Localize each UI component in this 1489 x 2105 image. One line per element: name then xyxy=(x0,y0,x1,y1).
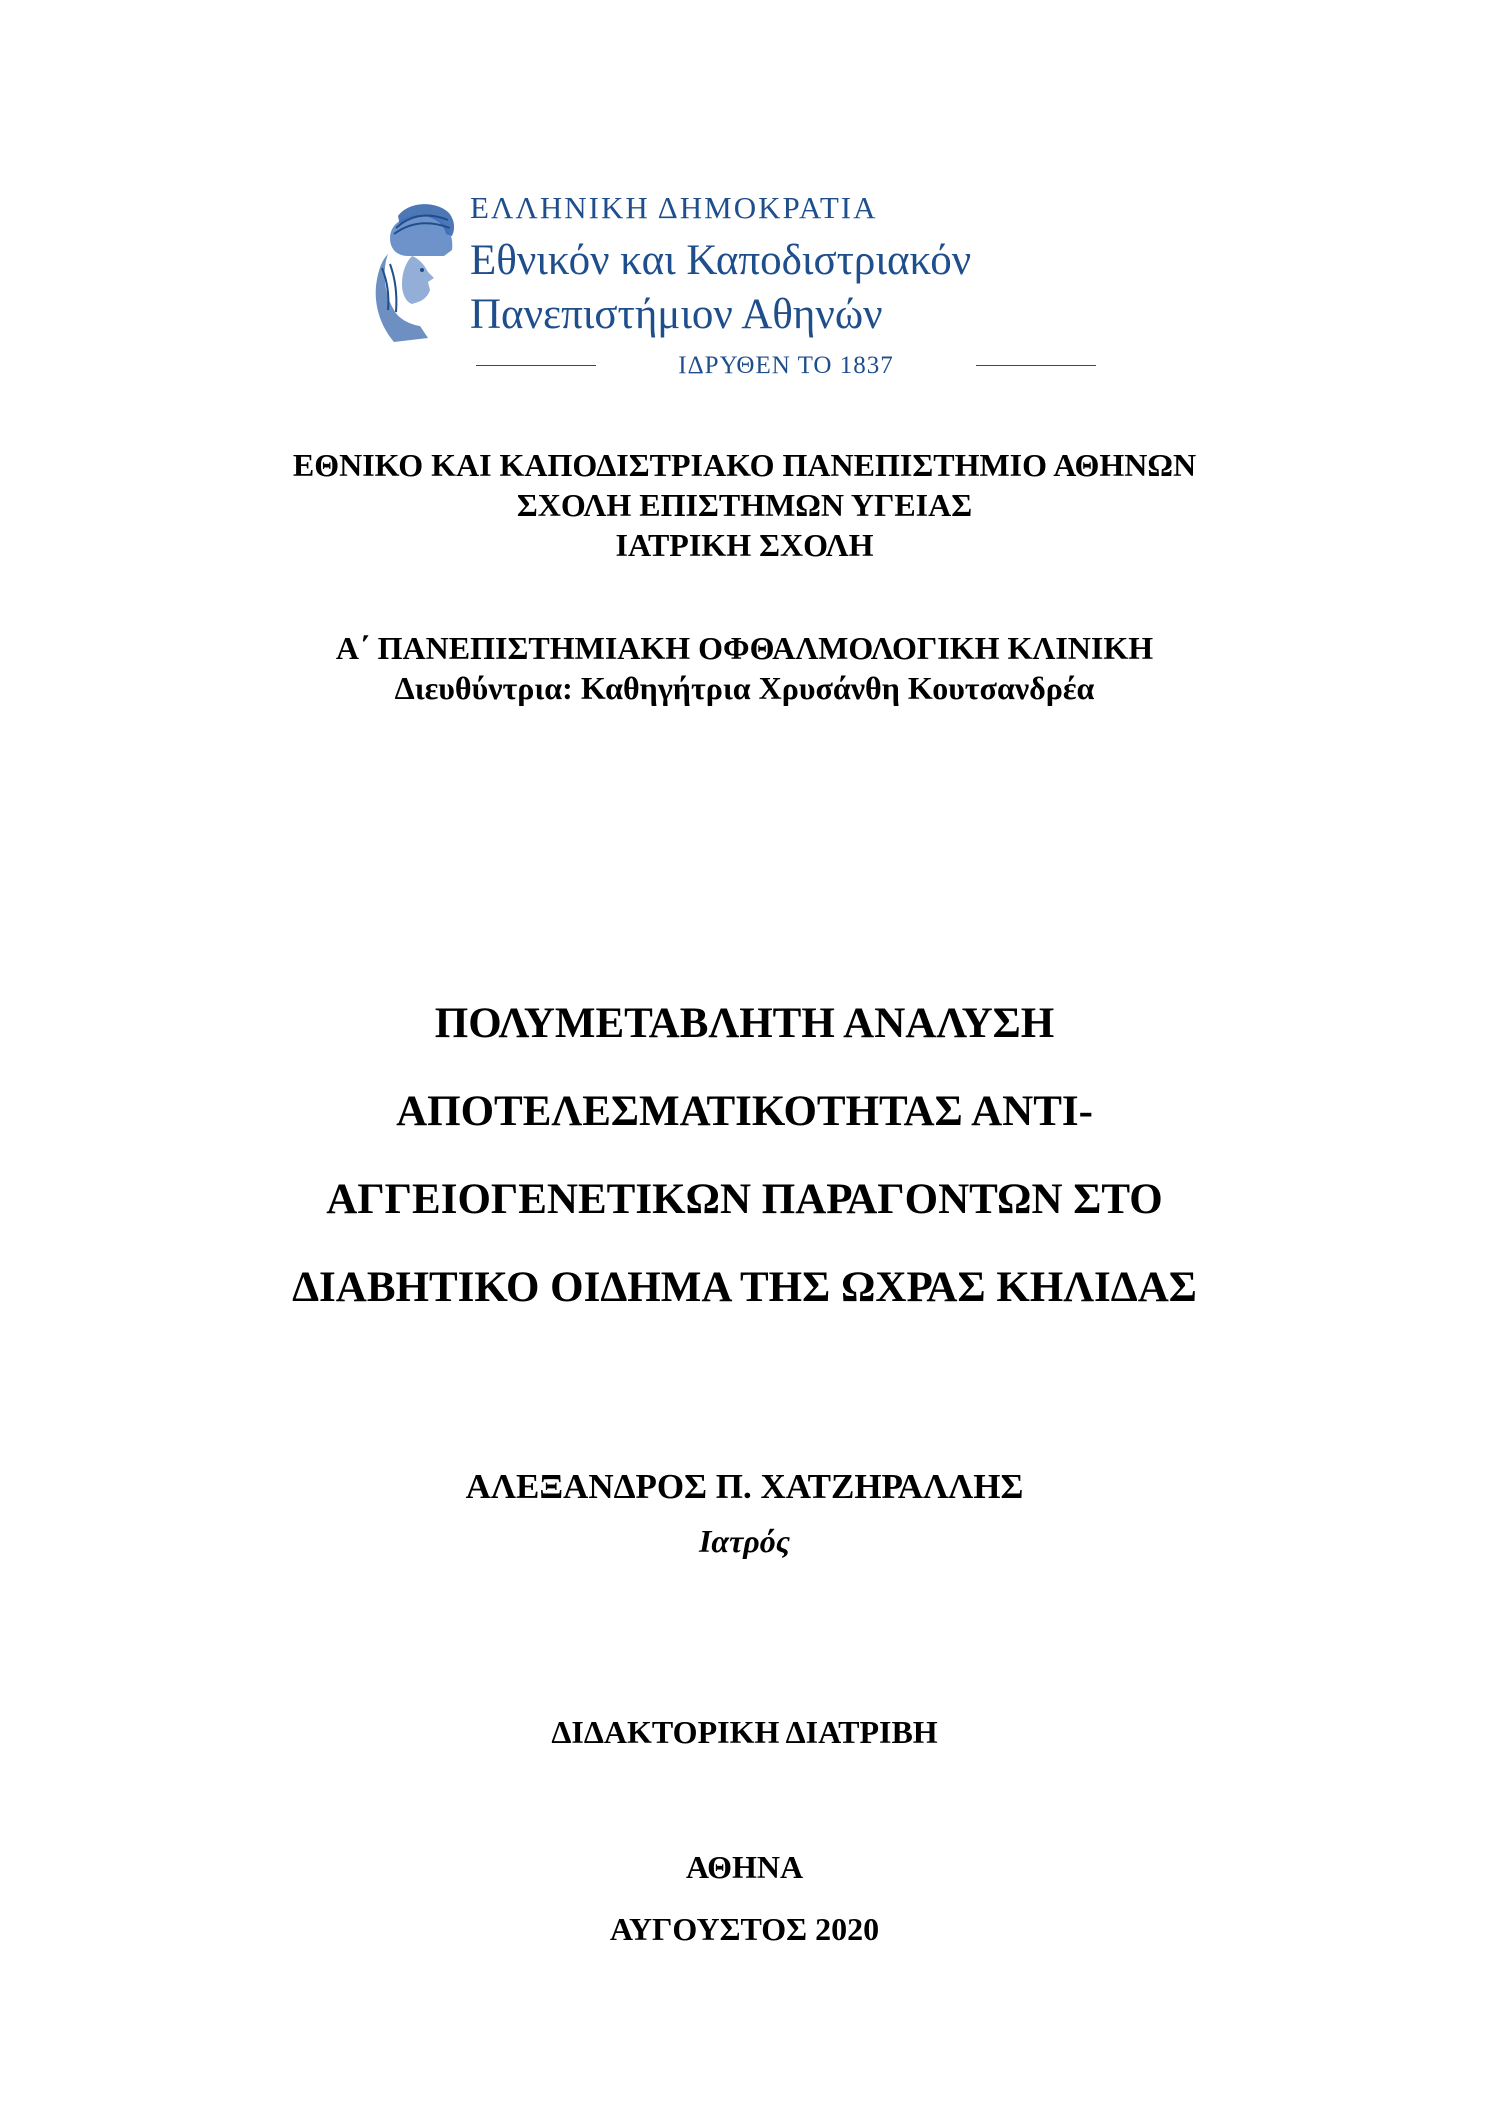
thesis-title xyxy=(0,980,1489,1332)
faculty-name: ΙΑΤΡΙΚΗ ΣΧΟΛΗ xyxy=(615,527,874,563)
school-name: ΣΧΟΛΗ ΕΠΙΣΤΗΜΩΝ ΥΓΕΙΑΣ xyxy=(516,487,973,523)
author-name: ΑΛΕΞΑΝΔΡΟΣ Π. ΧΑΤΖΗΡΑΛΛΗΣ xyxy=(465,1467,1024,1506)
thesis-title-line4: ΔΙΑΒΗΤΙΚΟ ΟΙΔΗΜΑ ΤΗΣ ΩΧΡΑΣ ΚΗΛΙΔΑΣ xyxy=(292,1264,1197,1311)
document-type xyxy=(0,1712,1489,1752)
thesis-title-line3: ΑΓΓΕΙΟΓΕΝΕΤΙΚΩΝ ΠΑΡΑΓΟΝΤΩΝ ΣΤΟ xyxy=(326,1176,1163,1223)
place: ΑΘΗΝΑ xyxy=(685,1849,804,1885)
logo-republic-text: ΕΛΛΗΝΙΚΗ ΔΗΜΟΚΡΑΤΙΑ xyxy=(470,190,878,225)
logo-university-line2: Πανεπιστήμιον Αθηνών xyxy=(470,291,883,338)
author-role: Ιατρός xyxy=(698,1523,791,1559)
author-block xyxy=(0,1460,1489,1568)
founded-divider-left xyxy=(476,365,596,366)
founded-divider-right xyxy=(976,365,1096,366)
clinic-director: Διευθύντρια: Καθηγήτρια Χρυσάνθη Κουτσανδρέα xyxy=(394,670,1095,706)
athena-head-emblem-icon xyxy=(368,198,468,346)
logo-founded-row xyxy=(476,352,1346,378)
logo-university-line1: Εθνικόν και Καποδιστριακόν xyxy=(470,237,972,284)
thesis-title-line2: ΑΠΟΤΕΛΕΣΜΑΤΙΚΟΤΗΤΑΣ ΑΝΤΙ- xyxy=(396,1088,1093,1135)
document-type-label: ΔΙΔΑΚΤΟΡΙΚΗ ΔΙΑΤΡΙΒΗ xyxy=(551,1714,938,1750)
institution-block xyxy=(0,445,1489,565)
date: ΑΥΓΟΥΣΤΟΣ 2020 xyxy=(609,1911,880,1947)
clinic-name: Α΄ ΠΑΝΕΠΙΣΤΗΜΙΑΚΗ ΟΦΘΑΛΜΟΛΟΓΙΚΗ ΚΛΙΝΙΚΗ xyxy=(335,630,1154,666)
clinic-block xyxy=(0,628,1489,708)
thesis-title-line1: ΠΟΛΥΜΕΤΑΒΛΗΤΗ ΑΝΑΛΥΣΗ xyxy=(434,1000,1055,1047)
place-date-block xyxy=(0,1836,1489,1960)
university-name: ΕΘΝΙΚΟ ΚΑΙ ΚΑΠΟΔΙΣΤΡΙΑΚΟ ΠΑΝΕΠΙΣΤΗΜΙΟ ΑΘΗΝΩΝ xyxy=(292,447,1197,483)
logo-founded-text: ΙΔΡΥΘΕΝ ΤΟ 1837 xyxy=(678,352,894,379)
